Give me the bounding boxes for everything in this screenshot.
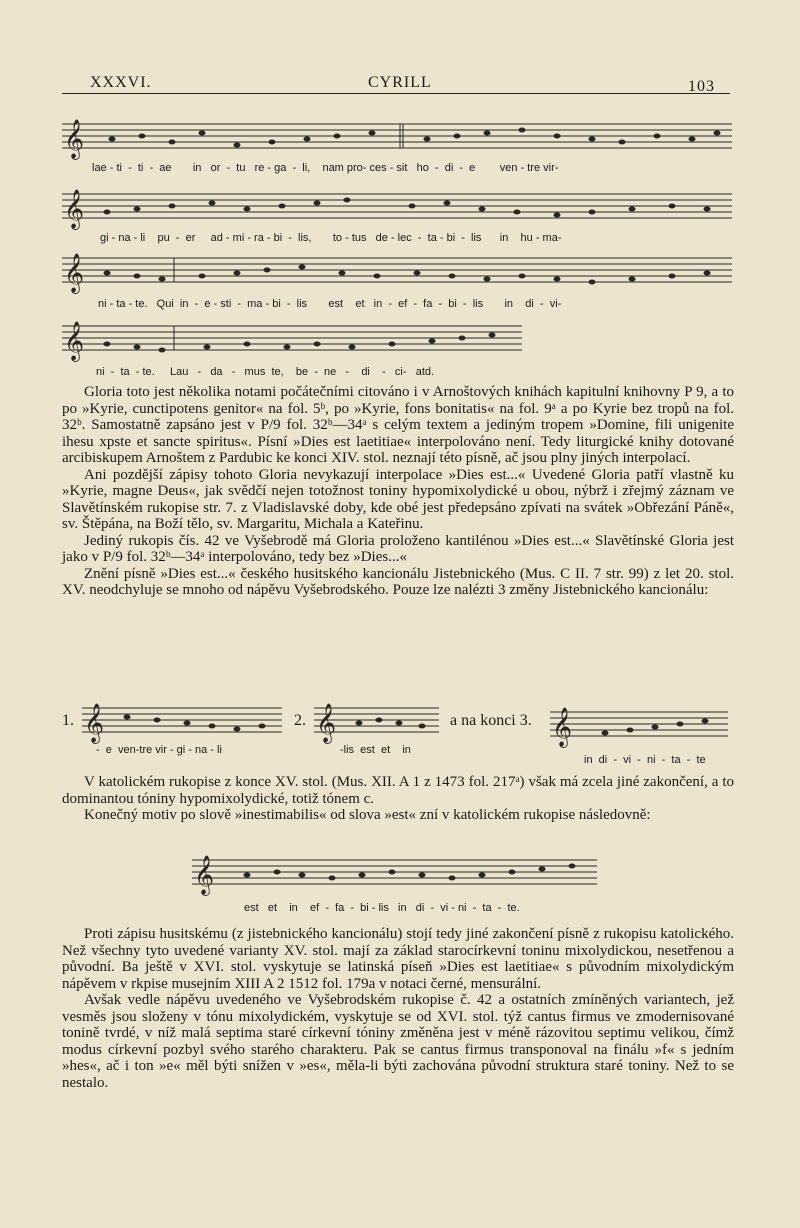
variant-staff-1: [82, 700, 287, 748]
variant-lyrics-1: - e ven-tre vir - gi - na - li: [96, 744, 222, 756]
music-staff-1: [62, 116, 732, 164]
paragraph: Gloria toto jest několika notami počátečními citováno i v Arnoštových knihách kapitulní knihovny P 9, a to po »Kyrie, cunctipotens genitor« na fol. 5ᵇ, po »Kyrie, fons bonitatis« na fol. 9ᵃ a po Kyrie bez tropů na fol. 32ᵇ. Samostatně zapsáno jest v P/9 fol. 32ᵇ—34ᵃ s celým textem a jediným tropem »Domine, fili unigenite ihesu xpste et sancte spiritus«. Písní »Dies est laetitiae« interpolováno není. Tedy liturgické knihy dotované arcibiskupem Arnoštem z Pardubic ke konci XIV. stol. neznají této písně, ač jsou plny jiných interpolací.: [62, 384, 734, 466]
paragraph: Konečný motiv po slově »inestimabilis« od slova »est« zní v katolickém rukopise následovně:: [84, 807, 651, 823]
svg-text:𝄞: 𝄞: [316, 703, 337, 743]
svg-text:𝄞: 𝄞: [84, 703, 105, 743]
lyrics-line-3: ni - ta - te. Qui in - e - sti - ma - bi - lis est et in - ef - fa - bi - lis in di - vi-: [98, 298, 562, 310]
lyrics-line-4: ni - ta - te. Lau - da - mus te, be - ne - di - ci- atd.: [96, 366, 435, 378]
body-text-3: [62, 926, 734, 1091]
svg-text:𝄞: 𝄞: [64, 119, 85, 159]
variant-staff-2: [314, 700, 444, 748]
variant-lyrics-3: in di - vi - ni - ta - te: [584, 754, 706, 766]
final-melody-staff: [192, 852, 602, 900]
svg-text:𝄞: 𝄞: [552, 707, 573, 747]
svg-text:𝄞: 𝄞: [194, 855, 215, 895]
header-rule: [62, 93, 730, 94]
lyrics-line-2: gi - na - li pu - er ad - mi - ra - bi - lis, to - tus de - lec - ta - bi - lis in hu - ma-: [100, 232, 562, 244]
svg-text:𝄞: 𝄞: [64, 321, 85, 361]
variant-label-1: 1.: [62, 712, 74, 729]
variant-label-3: a na konci 3.: [450, 712, 532, 729]
paragraph: Znění písně »Dies est...« českého husitského kancionálu Jistebnického (Mus. C II. 7 str. 99) z let 20. stol. XV. neodchyluje se mnoho od nápěvu Vyšebrodského. Pouze lze nalézti 3 změny Jistebnického kancionálu:: [62, 565, 734, 598]
chapter-number: XXXVI.: [90, 74, 152, 91]
paragraph: V katolickém rukopise z konce XV. stol. (Mus. XII. A 1 z 1473 fol. 217ᵃ) však má zcela jiné zakončení, a to dominantou tóniny hypomixolydické, totiž tónem c.: [62, 774, 734, 807]
svg-text:𝄞: 𝄞: [64, 253, 85, 293]
page-number: 103: [688, 78, 715, 95]
body-text-2: [62, 774, 734, 824]
variant-label-2: 2.: [294, 712, 306, 729]
variant-staff-3: [550, 704, 730, 752]
variant-lyrics-2: -lis est et in: [340, 744, 411, 756]
music-staff-4: [62, 318, 532, 366]
running-title: CYRILL: [368, 74, 432, 91]
body-text-1: [62, 384, 734, 599]
music-staff-2: [62, 186, 732, 234]
music-staff-3: [62, 250, 732, 298]
final-melody-lyrics: est et in ef - fa - bi - lis in di - vi - ni - ta - te.: [244, 902, 520, 914]
paragraph: Jediný rukopis čís. 42 ve Vyšebrodě má Gloria proloženo kantilénou »Dies est...« Slavětínské Gloria jest jako v P/9 fol. 32ᵇ—34ᵃ interpolováno, tedy bez »Dies...«: [62, 532, 734, 565]
svg-text:𝄞: 𝄞: [64, 189, 85, 229]
paragraph: Ani pozdější zápisy tohoto Gloria nevykazují interpolace »Dies est...« Uvedené Gloria patří vlastně ku »Kyrie, magne Deus«, jak svědčí nejen totožnost toniny hypomixolydické u obou, nýbrž i zřejmý záznam ve Slavětínském rukopise str. 7. z Vladislavské doby, kde obé jest předepsáno zpívati na svátek »Obřezání Páně«, sv. Štěpána, na Boží tělo, sv. Margaritu, Michala a Kateřinu.: [62, 466, 734, 532]
paragraph: Avšak vedle nápěvu uvedeného ve Vyšebrodském rukopise č. 42 a ostatních zmíněných variantech, jež vesměs jsou složeny v tónu mixolydickém, vyskytuje se od XVI. stol. týž cantus firmus ve zmodernisované tonině tvrdé, v níž malá septima staré církevní tóniny změněna jest v méně rázovitou septimu velikou, čímž modus církevní pozbyl svého starého charakteru. Pak se cantus firmus transponoval na finálu »f« s jedním »hes«, ač i ton »e« měl býti snížen v »es«, měla-li býti zachována původní struktura staré toniny. Než to se nestalo.: [62, 992, 734, 1091]
lyrics-line-1: lae - ti - ti - ae in or - tu re - ga - li, nam pro- ces - sit ho - di - e ven - tre vir-: [92, 162, 559, 174]
paragraph: Proti zápisu husitskému (z jistebnického kancionálu) stojí tedy jiné zakončení písně z rukopisu katolického. Než všechny tyto uvedené varianty XV. stol. mají za základ starocírkevní toninu mixolydickou, nesetřenou a původní. Ba ještě v XVI. stol. vyskytuje se latinská píseň »Dies est laetitiae« s původním mixolydickým nápěvem v rkpise musejním XIII A 2 1512 fol. 179a v notaci černé, mensurální.: [62, 926, 734, 992]
